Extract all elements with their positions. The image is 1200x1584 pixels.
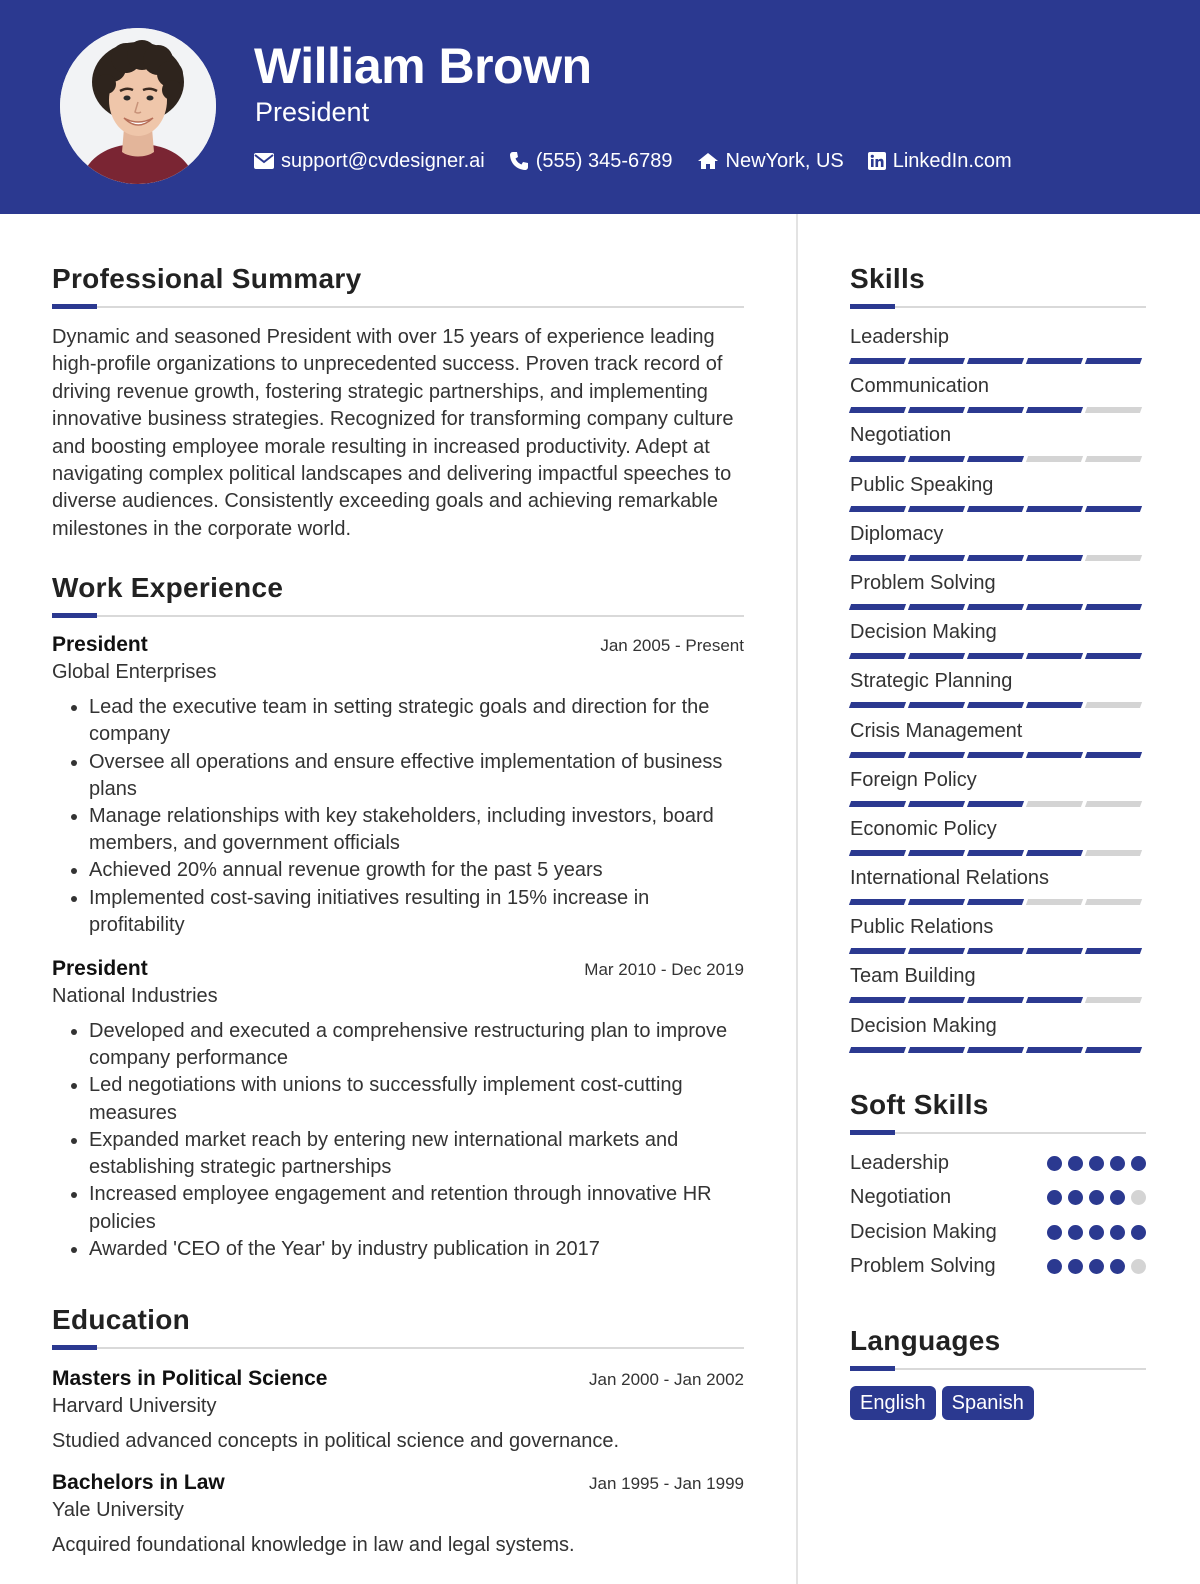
skill-level-segment <box>849 506 906 512</box>
skill-item <box>850 519 1146 568</box>
skill-level-segment <box>1085 899 1142 905</box>
languages-title: Languages <box>850 1325 1001 1357</box>
avatar <box>60 28 216 184</box>
job-role: President <box>52 633 148 657</box>
section-rule <box>52 306 744 308</box>
skill-level-segment <box>1026 997 1083 1003</box>
skill-label: Economic Policy <box>850 817 997 840</box>
job-bullet: • Lead the executive team in setting strategic goals and direction for the company <box>89 694 744 748</box>
skill-level-segment <box>908 506 965 512</box>
skill-item <box>850 568 1146 617</box>
soft-skill-label: Decision Making <box>850 1220 997 1243</box>
skill-level-segment <box>908 407 965 413</box>
languages-section <box>850 1324 1146 1420</box>
skill-item <box>850 961 1146 1010</box>
rating-dot <box>1089 1225 1104 1240</box>
skill-label: Public Relations <box>850 916 994 939</box>
job-bullet: • Increased employee engagement and retention through innovative HR policies <box>89 1181 744 1235</box>
skill-level-segment <box>849 702 906 708</box>
summary-title: Professional Summary <box>52 263 362 294</box>
skill-level-segment <box>1026 555 1083 561</box>
job-bullet: • Oversee all operations and ensure effective implementation of business plans <box>89 749 744 803</box>
rating-dot <box>1131 1225 1146 1240</box>
skill-label: Decision Making <box>850 621 997 644</box>
skill-level-bar <box>850 850 1146 856</box>
skill-item <box>850 470 1146 519</box>
skill-level-segment <box>849 801 906 807</box>
skill-level-segment <box>1085 702 1142 708</box>
education-school: Yale University <box>52 1498 184 1521</box>
skill-level-segment <box>967 801 1024 807</box>
skill-level-segment <box>849 407 906 413</box>
resume-header <box>0 0 1200 214</box>
job-bullet: • Achieved 20% annual revenue growth for the past 5 years <box>89 857 744 884</box>
rating-dot <box>1131 1156 1146 1171</box>
skill-level-segment <box>1026 604 1083 610</box>
rating-dot <box>1047 1190 1062 1205</box>
soft-skill-rating <box>1041 1190 1146 1205</box>
rating-dot <box>1089 1156 1104 1171</box>
soft-skill-rating <box>1041 1225 1146 1240</box>
skill-label: Diplomacy <box>850 522 944 545</box>
skill-level-segment <box>967 1047 1024 1053</box>
skill-level-bar <box>850 801 1146 807</box>
contact-location-text: NewYork, US <box>725 149 844 172</box>
soft-skill-label: Negotiation <box>850 1186 952 1209</box>
education-entry <box>52 1365 744 1455</box>
contact-linkedin[interactable] <box>868 150 1012 173</box>
skill-level-segment <box>967 702 1024 708</box>
linkedin-icon <box>868 152 886 170</box>
skill-level-segment <box>849 997 906 1003</box>
skill-level-segment <box>967 997 1024 1003</box>
rating-dot <box>1110 1259 1125 1274</box>
skill-item <box>850 912 1146 961</box>
skill-level-bar <box>850 1047 1146 1053</box>
job-bullet: • Manage relationships with key stakeholders, including investors, board members, and government officials <box>89 803 744 857</box>
skill-level-segment <box>967 948 1024 954</box>
rating-dot <box>1047 1156 1062 1171</box>
skill-level-segment <box>967 604 1024 610</box>
soft-skills-list <box>850 1146 1146 1284</box>
rating-dot <box>1131 1259 1146 1274</box>
skill-level-bar <box>850 555 1146 561</box>
skill-level-segment <box>1085 407 1142 413</box>
education-school: Harvard University <box>52 1394 217 1417</box>
skill-level-segment <box>849 555 906 561</box>
skill-level-segment <box>908 604 965 610</box>
skill-level-segment <box>967 653 1024 659</box>
skill-level-segment <box>1085 456 1142 462</box>
skill-level-segment <box>1085 555 1142 561</box>
skill-level-segment <box>1085 604 1142 610</box>
summary-text: Dynamic and seasoned President with over 15 years of experience leading high-profile organizations to unprecedented success. Proven track record of driving revenue growth, fostering strategic partnerships, and implementing innovative business strategies. Recognized for transforming company culture and boosting employee morale resulting in increased productivity. Adept at navigating complex political landscapes and delivering impactful speeches to diverse audiences. Consistently exceeding goals and achieving remarkable milestones in the corporate world. <box>52 326 734 540</box>
column-divider <box>796 214 798 1584</box>
education-entry <box>52 1469 744 1559</box>
skill-level-segment <box>1085 358 1142 364</box>
skill-level-segment <box>1026 1047 1083 1053</box>
skill-level-segment <box>1085 506 1142 512</box>
skill-level-segment <box>908 702 965 708</box>
soft-skill-item <box>850 1180 1146 1215</box>
skill-level-segment <box>849 948 906 954</box>
soft-skill-item <box>850 1215 1146 1250</box>
skill-level-bar <box>850 358 1146 364</box>
soft-skill-rating <box>1041 1156 1146 1171</box>
rating-dot <box>1068 1259 1083 1274</box>
skill-level-segment <box>908 653 965 659</box>
section-rule <box>850 1368 1146 1370</box>
languages-list <box>850 1386 1146 1420</box>
skill-level-segment <box>849 456 906 462</box>
job-bullets <box>52 1018 744 1263</box>
skill-item <box>850 617 1146 666</box>
skill-level-segment <box>1085 948 1142 954</box>
soft-skill-rating <box>1041 1259 1146 1274</box>
skill-level-bar <box>850 899 1146 905</box>
skill-label: Decision Making <box>850 1014 997 1037</box>
skill-level-segment <box>908 456 965 462</box>
skill-level-segment <box>1026 752 1083 758</box>
skill-level-segment <box>967 456 1024 462</box>
job-organization: Global Enterprises <box>52 661 217 684</box>
home-icon <box>697 152 719 170</box>
rating-dot <box>1068 1156 1083 1171</box>
experience-section <box>52 571 744 1263</box>
soft-skill-item <box>850 1250 1146 1285</box>
contact-phone-text: (555) 345-6789 <box>535 149 673 172</box>
skill-level-segment <box>908 948 965 954</box>
skill-level-segment <box>1026 899 1083 905</box>
contact-bar <box>254 146 1036 176</box>
phone-icon <box>509 151 529 171</box>
section-rule <box>850 306 1146 308</box>
skill-level-segment <box>967 555 1024 561</box>
skill-level-segment <box>1085 997 1142 1003</box>
skill-level-segment <box>1026 456 1083 462</box>
skill-level-segment <box>908 752 965 758</box>
skill-level-bar <box>850 506 1146 512</box>
rating-dot <box>1131 1190 1146 1205</box>
skill-level-bar <box>850 702 1146 708</box>
contact-location[interactable] <box>697 150 844 173</box>
skill-level-segment <box>908 850 965 856</box>
skill-level-segment <box>849 653 906 659</box>
job-bullet: • Awarded 'CEO of the Year' by industry publication in 2017 <box>89 1236 744 1263</box>
skill-level-segment <box>967 358 1024 364</box>
skill-level-bar <box>850 407 1146 413</box>
education-description: Acquired foundational knowledge in law and legal systems. <box>52 1533 575 1556</box>
skill-level-bar <box>850 997 1146 1003</box>
skill-level-segment <box>1026 801 1083 807</box>
rating-dot <box>1089 1190 1104 1205</box>
skill-label: Strategic Planning <box>850 670 1013 693</box>
skill-level-segment <box>1085 801 1142 807</box>
skill-label: Foreign Policy <box>850 768 977 791</box>
education-date: Jan 1995 - Jan 1999 <box>588 1473 744 1493</box>
skill-label: Crisis Management <box>850 719 1023 742</box>
skill-level-segment <box>1026 506 1083 512</box>
skill-level-bar <box>850 604 1146 610</box>
skill-label: Team Building <box>850 965 976 988</box>
skill-level-segment <box>908 1047 965 1053</box>
job-bullet: • Implemented cost-saving initiatives resulting in 15% increase in profitability <box>89 885 744 939</box>
rating-dot <box>1089 1259 1104 1274</box>
skill-level-segment <box>967 850 1024 856</box>
education-section <box>52 1303 744 1559</box>
skill-item <box>850 322 1146 371</box>
contact-email[interactable] <box>254 150 485 173</box>
job-date: Mar 2010 - Dec 2019 <box>584 960 744 980</box>
skills-section <box>850 262 1146 1060</box>
contact-email-text: support@cvdesigner.ai <box>281 149 485 172</box>
rating-dot <box>1068 1190 1083 1205</box>
skill-item <box>850 666 1146 715</box>
skill-level-segment <box>849 1047 906 1053</box>
section-rule <box>52 1347 744 1349</box>
section-rule <box>850 1132 1146 1134</box>
skill-level-segment <box>908 555 965 561</box>
skill-level-segment <box>1026 850 1083 856</box>
education-date: Jan 2000 - Jan 2002 <box>588 1369 744 1389</box>
rating-dot <box>1110 1190 1125 1205</box>
skill-level-segment <box>1026 358 1083 364</box>
skill-level-bar <box>850 653 1146 659</box>
education-degree: Masters in Political Science <box>52 1366 328 1390</box>
soft-skills-title: Soft Skills <box>850 1088 989 1120</box>
avatar-portrait <box>60 28 216 184</box>
skill-level-bar <box>850 456 1146 462</box>
section-rule <box>52 615 744 617</box>
candidate-title: President <box>255 97 370 127</box>
skill-item <box>850 814 1146 863</box>
skill-item <box>850 1011 1146 1060</box>
skill-level-segment <box>908 801 965 807</box>
rating-dot <box>1110 1225 1125 1240</box>
skill-label: Communication <box>850 375 989 398</box>
skill-level-segment <box>967 899 1024 905</box>
language-tag: Spanish <box>942 1386 1034 1420</box>
rating-dot <box>1068 1225 1083 1240</box>
rating-dot <box>1110 1156 1125 1171</box>
soft-skill-item <box>850 1146 1146 1181</box>
skill-level-segment <box>1026 653 1083 659</box>
soft-skill-label: Leadership <box>850 1151 949 1174</box>
skill-item <box>850 420 1146 469</box>
skill-label: Leadership <box>850 326 949 348</box>
skill-level-segment <box>849 752 906 758</box>
skill-level-segment <box>1026 407 1083 413</box>
skill-level-segment <box>849 850 906 856</box>
skill-level-segment <box>849 899 906 905</box>
skill-level-bar <box>850 948 1146 954</box>
language-tag: English <box>850 1386 936 1420</box>
job-date: Jan 2005 - Present <box>600 636 744 656</box>
skill-label: Problem Solving <box>850 571 996 594</box>
skills-title: Skills <box>850 263 925 294</box>
job-role: President <box>52 957 148 981</box>
contact-phone[interactable] <box>509 150 673 173</box>
education-degree: Bachelors in Law <box>52 1470 225 1494</box>
skill-level-segment <box>967 506 1024 512</box>
skill-level-segment <box>967 752 1024 758</box>
skill-level-segment <box>1026 948 1083 954</box>
skill-item <box>850 371 1146 420</box>
skill-item <box>850 716 1146 765</box>
soft-skill-label: Problem Solving <box>850 1255 996 1278</box>
skill-level-segment <box>967 407 1024 413</box>
skill-level-segment <box>1085 752 1142 758</box>
skill-level-segment <box>849 604 906 610</box>
experience-title: Work Experience <box>52 572 284 604</box>
skill-level-segment <box>849 358 906 364</box>
job-entry <box>52 631 744 939</box>
contact-linkedin-text: LinkedIn.com <box>892 149 1012 172</box>
skill-label: Negotiation <box>850 424 952 447</box>
rating-dot <box>1047 1225 1062 1240</box>
job-bullet: • Led negotiations with unions to successfully implement cost-cutting measures <box>89 1072 744 1126</box>
skill-item <box>850 765 1146 814</box>
skill-label: Public Speaking <box>850 473 994 496</box>
skill-level-segment <box>908 899 965 905</box>
skill-level-segment <box>908 997 965 1003</box>
skill-level-segment <box>1026 702 1083 708</box>
skill-level-segment <box>1085 653 1142 659</box>
job-bullet: • Expanded market reach by entering new international markets and establishing strategic partnerships <box>89 1127 744 1181</box>
candidate-name: William Brown <box>254 38 592 94</box>
summary-section <box>52 262 744 543</box>
main-column <box>52 262 744 1559</box>
soft-skills-section <box>850 1088 1146 1284</box>
skill-level-segment <box>1085 850 1142 856</box>
job-organization: National Industries <box>52 985 218 1008</box>
job-entry <box>52 955 744 1263</box>
education-title: Education <box>52 1303 191 1335</box>
sidebar-column <box>850 262 1146 1420</box>
job-bullet: • Developed and executed a comprehensive restructuring plan to improve company performance <box>89 1018 744 1072</box>
skill-level-bar <box>850 752 1146 758</box>
skill-level-segment <box>1085 1047 1142 1053</box>
skill-level-segment <box>908 358 965 364</box>
rating-dot <box>1047 1259 1062 1274</box>
education-description: Studied advanced concepts in political science and governance. <box>52 1429 620 1452</box>
skill-item <box>850 863 1146 912</box>
skills-list <box>850 322 1146 1060</box>
envelope-icon <box>254 153 274 169</box>
job-bullets <box>52 694 744 939</box>
skill-label: International Relations <box>850 867 1050 890</box>
